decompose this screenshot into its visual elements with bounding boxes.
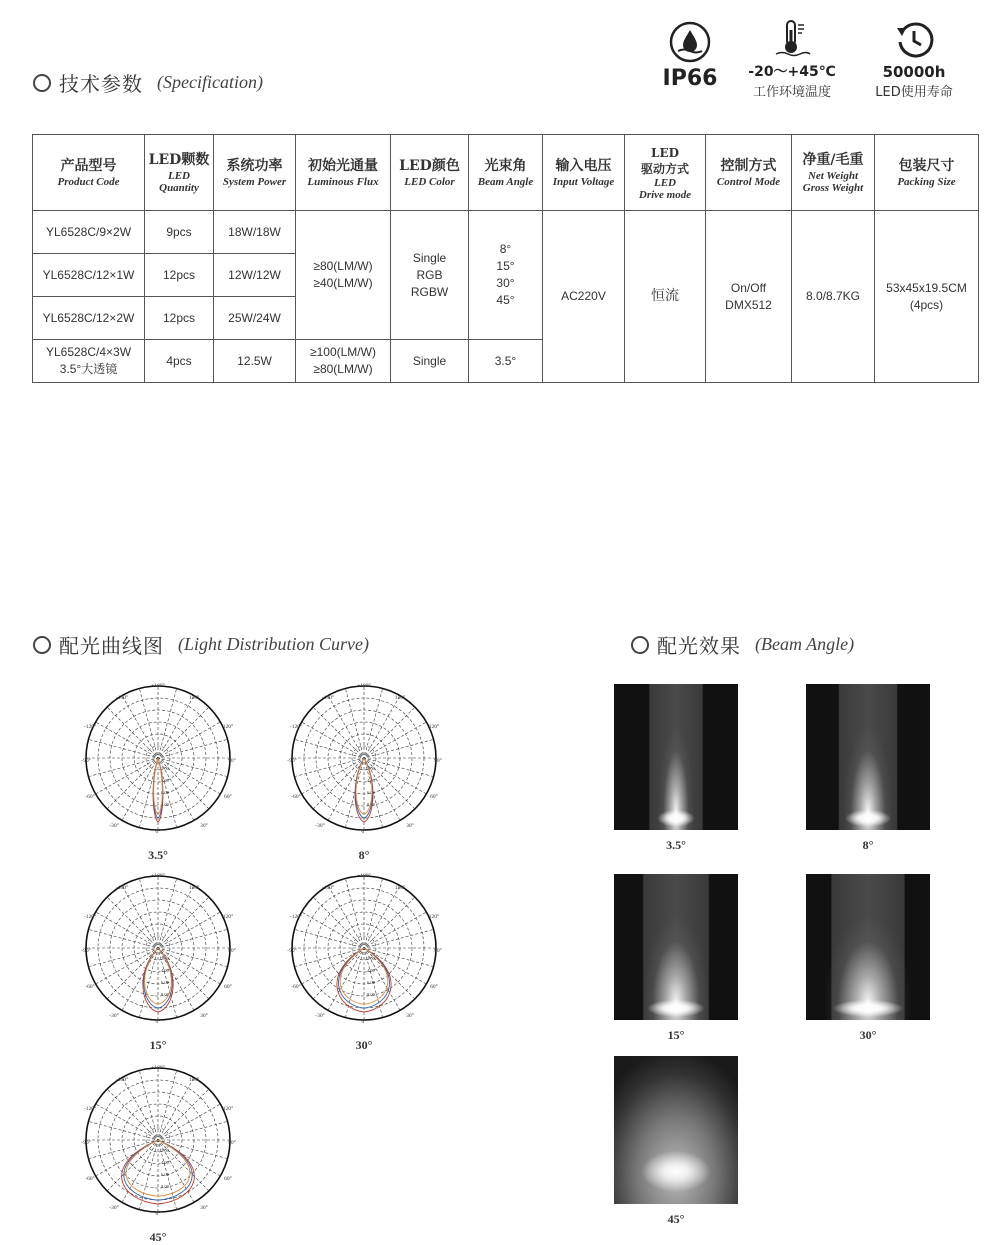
angle-label: 60° bbox=[224, 794, 232, 800]
beam-section-header bbox=[631, 630, 854, 659]
lifetime-hours: 50000h bbox=[882, 63, 946, 81]
table-header-row bbox=[33, 135, 979, 211]
angle-label: -60° bbox=[291, 984, 301, 990]
angle-label: -90° bbox=[81, 948, 91, 954]
angle-label: 90° bbox=[434, 758, 442, 764]
angle-label: -150° bbox=[115, 695, 129, 701]
angle-label: -30° bbox=[109, 1205, 119, 1211]
angle-label: 0° bbox=[155, 1019, 161, 1025]
beam-image bbox=[806, 874, 930, 1020]
angle-label: -120° bbox=[289, 724, 303, 730]
angle-label: 0° bbox=[361, 1019, 367, 1025]
angle-label: -120° bbox=[83, 914, 97, 920]
spec-title-cn: 技术参数 bbox=[59, 72, 143, 96]
header-weight: 净重/毛重 Net Weight Gross Weight bbox=[792, 135, 875, 211]
curve-section-header bbox=[33, 630, 369, 659]
waterdrop-icon bbox=[668, 20, 712, 64]
angle-label: 0° bbox=[155, 1211, 161, 1217]
header-led-quantity: LED颗数 LED Quantity bbox=[145, 135, 214, 211]
angle-label: 30° bbox=[406, 1013, 414, 1019]
angle-label: -60° bbox=[291, 794, 301, 800]
radial-tick-label: 2.00 bbox=[161, 1148, 169, 1153]
angle-label: -150° bbox=[115, 885, 129, 891]
beam-title-cn: 配光效果 bbox=[657, 634, 741, 658]
angle-label: ±180° bbox=[357, 873, 371, 879]
radial-tick-label: 8.00 bbox=[367, 802, 375, 807]
radial-tick-label: 6.00 bbox=[367, 790, 375, 795]
angle-label: -120° bbox=[83, 724, 97, 730]
radial-tick-label: 2.00 bbox=[367, 956, 375, 961]
angle-label: 90° bbox=[228, 1140, 236, 1146]
angle-label: 90° bbox=[434, 948, 442, 954]
angle-label: -30° bbox=[109, 823, 119, 829]
radial-tick-label: 6.00 bbox=[161, 790, 169, 795]
thermometer-icon bbox=[772, 18, 812, 58]
angle-label: 120° bbox=[428, 914, 440, 920]
cell-luminous-flux: ≥100(LM/W) ≥80(LM/W) bbox=[296, 340, 391, 383]
lifetime-label: LED使用寿命 bbox=[875, 85, 953, 100]
beam-image bbox=[614, 1056, 738, 1204]
polar-caption: 45° bbox=[149, 1230, 167, 1244]
beam-caption: 45° bbox=[667, 1212, 685, 1226]
radial-tick-label: 6.00 bbox=[161, 1172, 169, 1177]
polar-plot bbox=[288, 682, 440, 838]
angle-label: -60° bbox=[85, 1176, 95, 1182]
angle-label: -90° bbox=[287, 948, 297, 954]
cell-weight: 8.0/8.7KG bbox=[792, 211, 875, 383]
radial-tick-label: 4.00 bbox=[161, 1160, 169, 1165]
angle-label: 120° bbox=[222, 1106, 234, 1112]
angle-label: -120° bbox=[289, 914, 303, 920]
angle-label: -30° bbox=[109, 1013, 119, 1019]
beam-title-en: (Beam Angle) bbox=[755, 634, 855, 654]
radial-tick-label: 4.00 bbox=[161, 968, 169, 973]
angle-label: 60° bbox=[430, 794, 438, 800]
angle-label: 120° bbox=[222, 914, 234, 920]
beam-caption: 15° bbox=[667, 1028, 685, 1042]
polar-caption: 30° bbox=[355, 1038, 373, 1052]
polar-plot bbox=[82, 1064, 234, 1220]
angle-label: 60° bbox=[224, 1176, 232, 1182]
cell-product-code: YL6528C/4×3W 3.5°大透镜 bbox=[33, 340, 145, 383]
polar-caption: 15° bbox=[149, 1038, 167, 1052]
beam-image bbox=[614, 684, 738, 830]
curve-title-en: (Light Distribution Curve) bbox=[178, 634, 370, 654]
spec-title-en: (Specification) bbox=[157, 72, 263, 92]
angle-label: -150° bbox=[321, 885, 335, 891]
header-product-code: 产品型号 Product Code bbox=[33, 135, 145, 211]
angle-label: -30° bbox=[315, 823, 325, 829]
angle-label: -150° bbox=[115, 1077, 129, 1083]
circle-bullet-icon bbox=[33, 74, 51, 92]
angle-label: 150° bbox=[394, 885, 406, 891]
beam-caption: 30° bbox=[859, 1028, 877, 1042]
polar-plot bbox=[82, 682, 234, 838]
angle-label: ±180° bbox=[357, 683, 371, 689]
angle-label: 0° bbox=[155, 829, 161, 835]
cell-product-code: YL6528C/12×1W bbox=[33, 254, 145, 297]
angle-label: 150° bbox=[188, 695, 200, 701]
angle-label: -90° bbox=[287, 758, 297, 764]
beam-caption: 8° bbox=[862, 838, 874, 852]
cell-led-color: Single RGB RGBW bbox=[391, 211, 469, 340]
cell-luminous-flux: ≥80(LM/W) ≥40(LM/W) bbox=[296, 211, 391, 340]
header-beam-angle: 光束角 Beam Angle bbox=[469, 135, 543, 211]
angle-label: 0° bbox=[361, 829, 367, 835]
curve-title-cn: 配光曲线图 bbox=[59, 634, 164, 658]
angle-label: 60° bbox=[430, 984, 438, 990]
spec-section-header bbox=[33, 68, 263, 97]
cell-input-voltage: AC220V bbox=[543, 211, 625, 383]
temperature-label: 工作环境温度 bbox=[752, 85, 831, 100]
radial-tick-label: 8.00 bbox=[367, 992, 375, 997]
radial-tick-label: 2.00 bbox=[161, 766, 169, 771]
angle-label: 120° bbox=[428, 724, 440, 730]
angle-label: ±180° bbox=[151, 873, 165, 879]
angle-label: 30° bbox=[200, 1013, 208, 1019]
cell-system-power: 12W/12W bbox=[214, 254, 296, 297]
circle-bullet-icon bbox=[631, 636, 649, 654]
angle-label: -60° bbox=[85, 794, 95, 800]
clock-icon bbox=[894, 20, 934, 60]
header-input-voltage: 输入电压 Input Voltage bbox=[543, 135, 625, 211]
cell-system-power: 25W/24W bbox=[214, 297, 296, 340]
angle-label: -150° bbox=[321, 695, 335, 701]
radial-tick-label: 8.00 bbox=[161, 802, 169, 807]
angle-label: -90° bbox=[81, 758, 91, 764]
beam-caption: 3.5° bbox=[666, 838, 686, 852]
radial-tick-label: 2.00 bbox=[367, 766, 375, 771]
header-system-power: 系统功率 System Power bbox=[214, 135, 296, 211]
cell-product-code: YL6528C/12×2W bbox=[33, 297, 145, 340]
ip-rating: IP66 bbox=[662, 66, 718, 91]
radial-tick-label: 4.00 bbox=[161, 778, 169, 783]
radial-tick-label: 2.00 bbox=[161, 956, 169, 961]
cell-system-power: 18W/18W bbox=[214, 211, 296, 254]
cell-drive-mode: 恒流 bbox=[625, 211, 706, 383]
temperature-badge bbox=[740, 18, 844, 100]
cell-led-quantity: 12pcs bbox=[145, 254, 214, 297]
polar-plot bbox=[288, 872, 440, 1028]
angle-label: 90° bbox=[228, 758, 236, 764]
cell-system-power: 12.5W bbox=[214, 340, 296, 383]
radial-tick-label: 4.00 bbox=[367, 778, 375, 783]
cell-packing-size: 53x45x19.5CM (4pcs) bbox=[875, 211, 979, 383]
circle-bullet-icon bbox=[33, 636, 51, 654]
angle-label: -120° bbox=[83, 1106, 97, 1112]
cell-led-color: Single bbox=[391, 340, 469, 383]
cell-control-mode: On/Off DMX512 bbox=[706, 211, 792, 383]
polar-caption: 3.5° bbox=[148, 848, 168, 862]
header-control-mode: 控制方式 Control Mode bbox=[706, 135, 792, 211]
angle-label: -90° bbox=[81, 1140, 91, 1146]
cell-beam-angle: 3.5° bbox=[469, 340, 543, 383]
radial-tick-label: 8.00 bbox=[161, 992, 169, 997]
angle-label: 120° bbox=[222, 724, 234, 730]
radial-tick-label: 4.00 bbox=[367, 968, 375, 973]
spec-table bbox=[32, 134, 979, 383]
angle-label: 150° bbox=[188, 885, 200, 891]
angle-label: ±180° bbox=[151, 683, 165, 689]
angle-label: ±180° bbox=[151, 1065, 165, 1071]
angle-label: -60° bbox=[85, 984, 95, 990]
beam-image bbox=[614, 874, 738, 1020]
cell-led-quantity: 9pcs bbox=[145, 211, 214, 254]
angle-label: 60° bbox=[224, 984, 232, 990]
radial-tick-label: 6.00 bbox=[161, 980, 169, 985]
cell-product-code: YL6528C/9×2W bbox=[33, 211, 145, 254]
angle-label: 150° bbox=[394, 695, 406, 701]
header-packing-size: 包装尺寸 Packing Size bbox=[875, 135, 979, 211]
beam-image bbox=[806, 684, 930, 830]
header-luminous-flux: 初始光通量 Luminous Flux bbox=[296, 135, 391, 211]
polar-caption: 8° bbox=[358, 848, 370, 862]
table-row bbox=[33, 211, 979, 254]
angle-label: 90° bbox=[228, 948, 236, 954]
lifetime-badge bbox=[862, 20, 966, 100]
cell-beam-angle: 8° 15° 30° 45° bbox=[469, 211, 543, 340]
polar-plot bbox=[82, 872, 234, 1028]
cell-led-quantity: 12pcs bbox=[145, 297, 214, 340]
angle-label: 150° bbox=[188, 1077, 200, 1083]
header-led-color: LED颜色 LED Color bbox=[391, 135, 469, 211]
angle-label: 30° bbox=[200, 1205, 208, 1211]
angle-label: 30° bbox=[406, 823, 414, 829]
angle-label: -30° bbox=[315, 1013, 325, 1019]
ip-badge bbox=[650, 20, 730, 91]
temperature-range: -20～+45℃ bbox=[748, 64, 836, 80]
angle-label: 30° bbox=[200, 823, 208, 829]
cell-led-quantity: 4pcs bbox=[145, 340, 214, 383]
radial-tick-label: 8.00 bbox=[161, 1184, 169, 1189]
radial-tick-label: 6.00 bbox=[367, 980, 375, 985]
header-drive-mode: LED 驱动方式 LED Drive mode bbox=[625, 135, 706, 211]
